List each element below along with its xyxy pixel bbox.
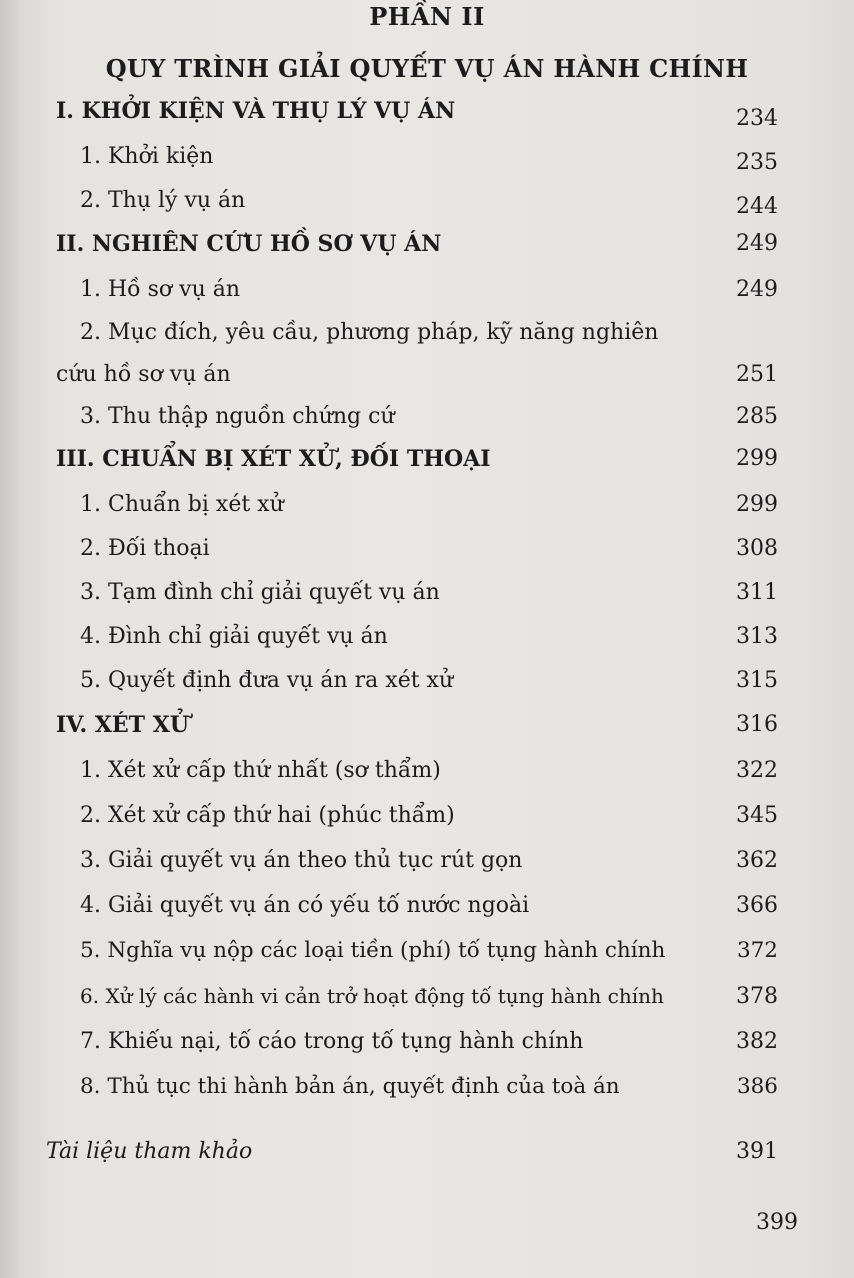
toc-page: 235 xyxy=(736,150,778,175)
toc-text: Tài liệu tham khảo xyxy=(46,1139,253,1164)
toc-item xyxy=(0,1074,854,1110)
toc-item xyxy=(0,668,854,704)
toc-references xyxy=(0,1139,854,1175)
toc-page: 372 xyxy=(736,938,778,963)
toc-page: 382 xyxy=(736,1029,778,1054)
toc-item xyxy=(0,492,854,528)
toc-text: 1. Xét xử cấp thứ nhất (sơ thẩm) xyxy=(80,758,441,783)
part-title: QUY TRÌNH GIẢI QUYẾT VỤ ÁN HÀNH CHÍNH xyxy=(105,54,749,83)
toc-page: 299 xyxy=(736,446,778,471)
toc-page: 251 xyxy=(736,362,778,387)
toc-page: 311 xyxy=(736,580,778,605)
toc-item xyxy=(0,803,854,839)
toc-item xyxy=(0,144,854,180)
toc-text: 8. Thủ tục thi hành bản án, quyết định của toà án xyxy=(80,1074,620,1099)
toc-text: I. KHỞI KIỆN VÀ THỤ LÝ VỤ ÁN xyxy=(56,98,456,124)
toc-text: 2. Xét xử cấp thứ hai (phúc thẩm) xyxy=(80,803,455,828)
toc-page: 378 xyxy=(736,984,778,1009)
part-label: PHẦN II xyxy=(369,2,485,31)
toc-section-2 xyxy=(0,231,854,267)
toc-item xyxy=(0,624,854,660)
toc-text: 2. Đối thoại xyxy=(80,536,210,561)
toc-page: 322 xyxy=(736,758,778,783)
toc-text: 1. Khởi kiện xyxy=(80,144,214,169)
toc-text: 3. Thu thập nguồn chứng cứ xyxy=(80,404,395,429)
toc-section-1 xyxy=(0,98,854,134)
toc-item xyxy=(0,580,854,616)
toc-page: 249 xyxy=(736,277,778,302)
toc-page: 313 xyxy=(736,624,778,649)
toc-item-continuation xyxy=(0,362,854,398)
toc-item xyxy=(0,320,854,356)
toc-text: 4. Đình chỉ giải quyết vụ án xyxy=(80,624,388,649)
toc-text: 1. Chuẩn bị xét xử xyxy=(80,492,284,517)
toc-item xyxy=(0,938,854,974)
toc-page: 315 xyxy=(736,668,778,693)
toc-text: 1. Hồ sơ vụ án xyxy=(80,277,241,302)
toc-text: 2. Thụ lý vụ án xyxy=(80,188,246,213)
toc-text: 2. Mục đích, yêu cầu, phương pháp, kỹ năng nghiên xyxy=(80,320,659,345)
toc-text: 3. Tạm đình chỉ giải quyết vụ án xyxy=(80,580,440,605)
toc-text: 7. Khiếu nại, tố cáo trong tố tụng hành chính xyxy=(80,1029,584,1054)
toc-item xyxy=(0,848,854,884)
toc-text: II. NGHIÊN CỨU HỒ SƠ VỤ ÁN xyxy=(56,231,442,257)
toc-page: 316 xyxy=(736,712,778,737)
toc-page: 391 xyxy=(736,1139,778,1164)
toc-text: IV. XÉT XỬ xyxy=(56,712,189,738)
toc-page: 345 xyxy=(736,803,778,828)
toc-text: 5. Quyết định đưa vụ án ra xét xử xyxy=(80,668,454,693)
toc-page: 234 xyxy=(736,106,778,131)
toc-text: 3. Giải quyết vụ án theo thủ tục rút gọn xyxy=(80,848,523,873)
toc-page: 308 xyxy=(736,536,778,561)
toc-page: 386 xyxy=(736,1074,778,1099)
toc-page: 366 xyxy=(736,893,778,918)
toc-page: 244 xyxy=(736,194,778,219)
toc-text: 5. Nghĩa vụ nộp các loại tiền (phí) tố tụng hành chính xyxy=(80,938,666,963)
toc-item xyxy=(0,1029,854,1065)
toc-item xyxy=(0,188,854,224)
toc-page: 249 xyxy=(736,231,778,256)
toc-text: cứu hồ sơ vụ án xyxy=(56,362,231,387)
toc-page: 299 xyxy=(736,492,778,517)
page-number: 399 xyxy=(756,1210,798,1235)
toc-item xyxy=(0,404,854,440)
toc-text: 4. Giải quyết vụ án có yếu tố nước ngoài xyxy=(80,893,530,918)
toc-text: 6. Xử lý các hành vi cản trở hoạt động tố tụng hành chính xyxy=(80,984,664,1008)
toc-section-4 xyxy=(0,712,854,748)
toc-page: 285 xyxy=(736,404,778,429)
toc-item xyxy=(0,893,854,929)
toc-item xyxy=(0,277,854,313)
toc-section-3 xyxy=(0,446,854,482)
toc-text: III. CHUẨN BỊ XÉT XỬ, ĐỐI THOẠI xyxy=(56,446,491,472)
toc-item xyxy=(0,984,854,1020)
toc-item xyxy=(0,758,854,794)
toc-page: 362 xyxy=(736,848,778,873)
toc-item xyxy=(0,536,854,572)
